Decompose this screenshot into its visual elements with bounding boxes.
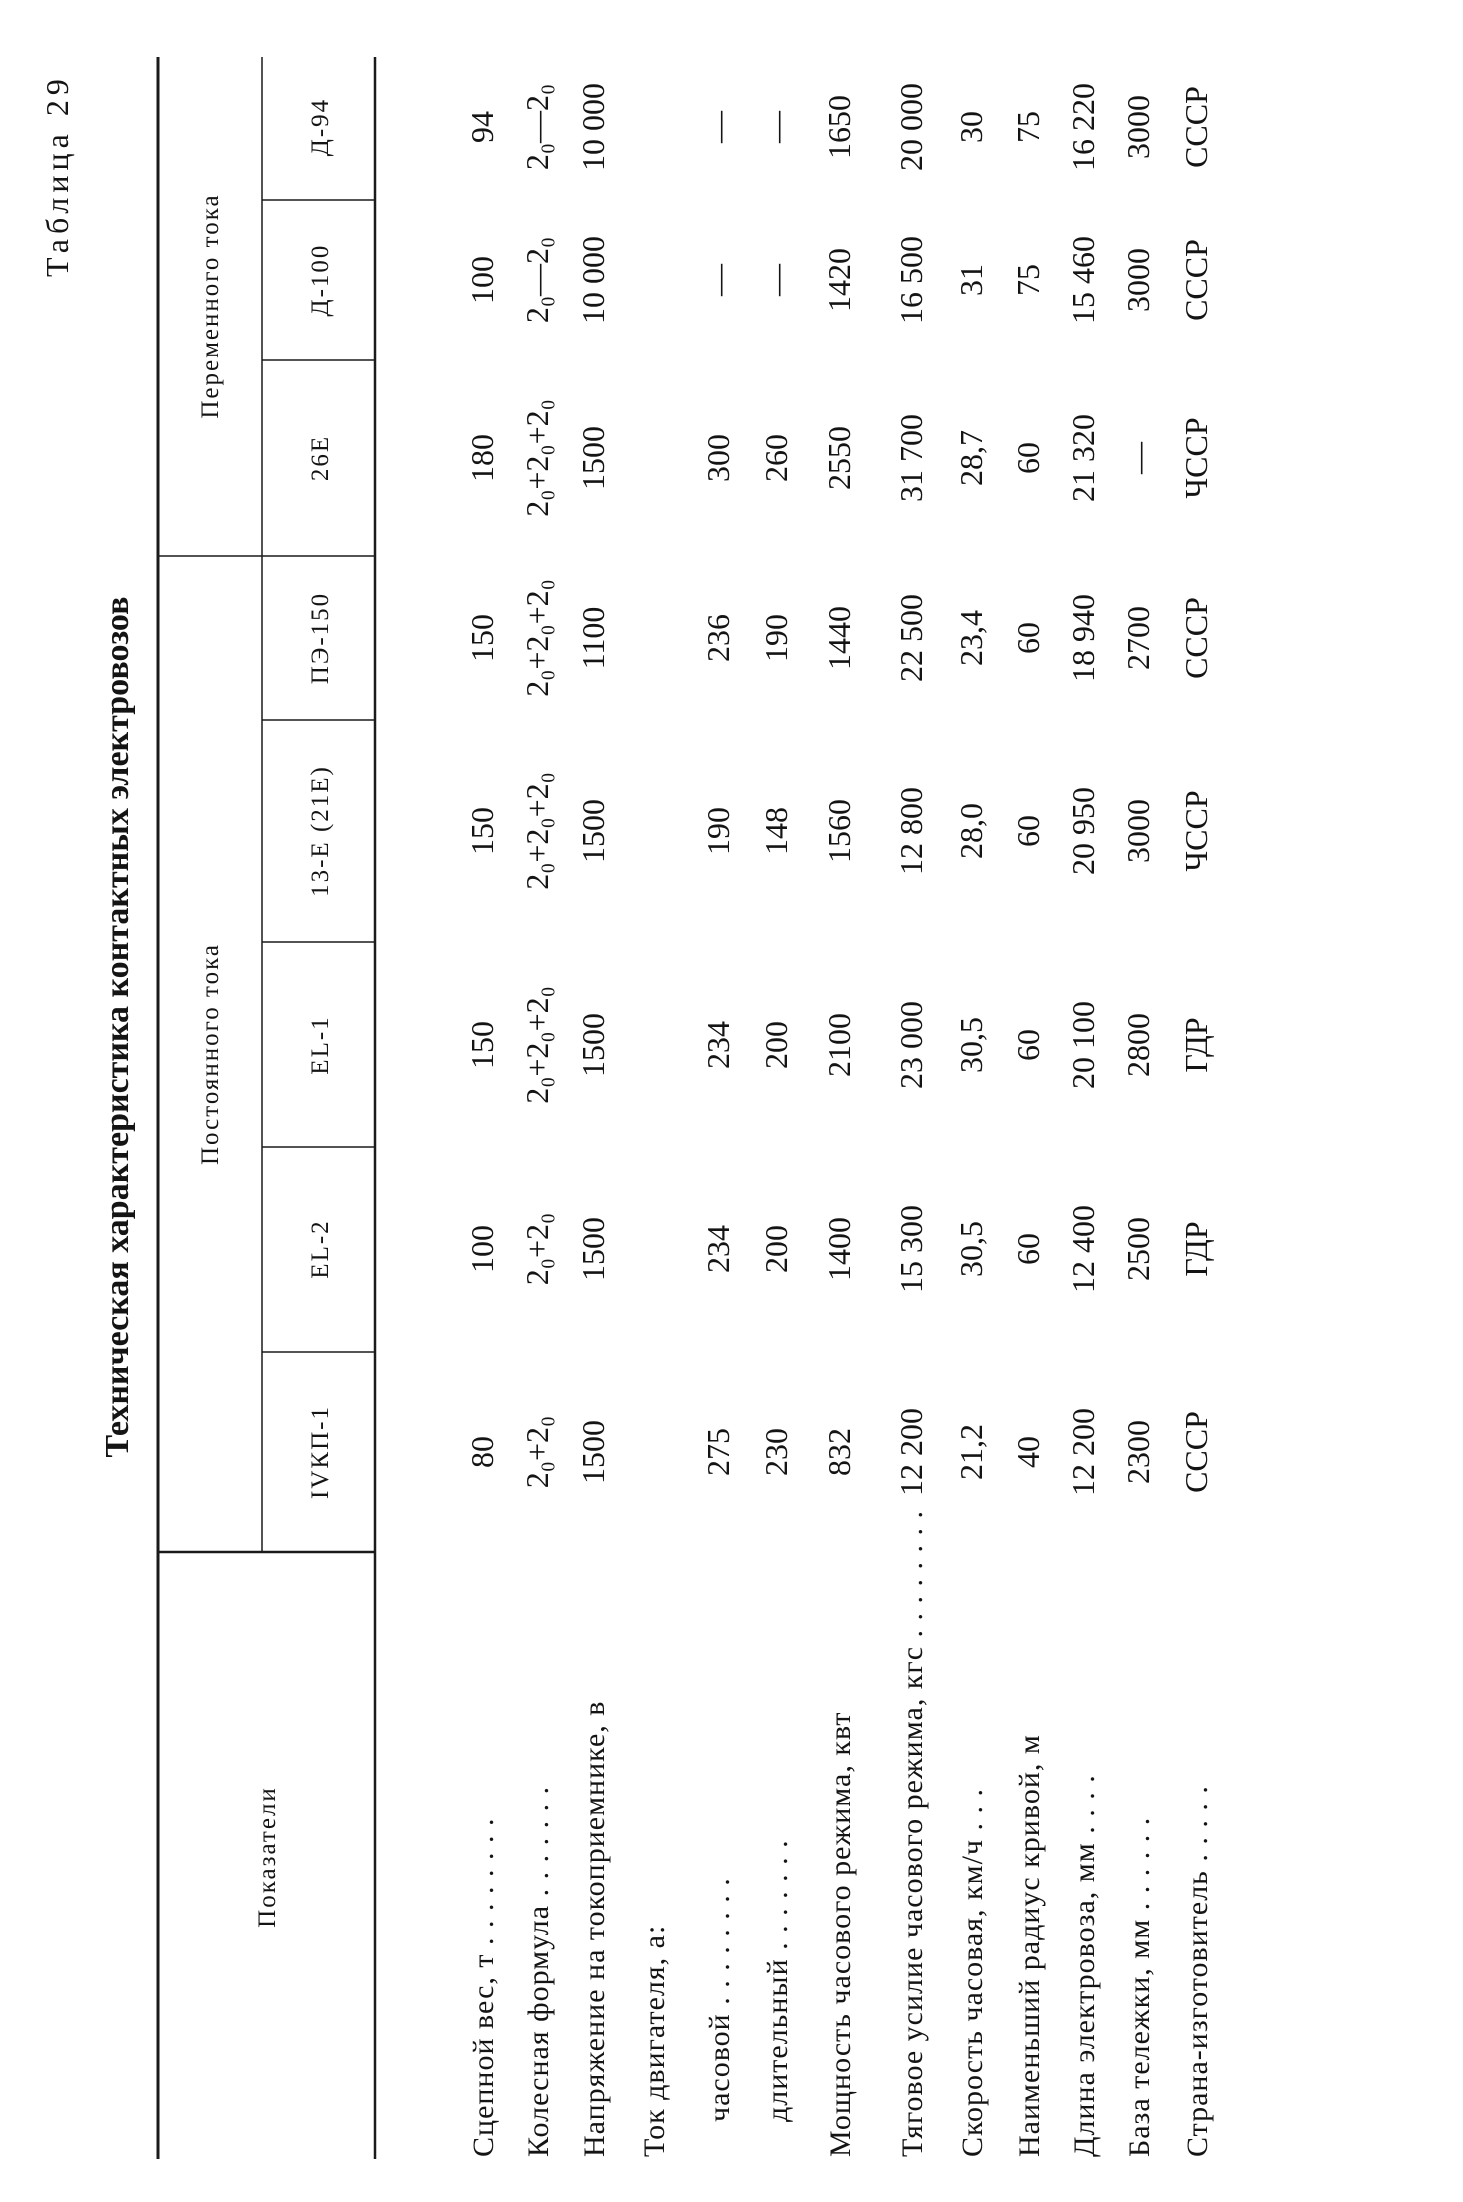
table-cell: 12 200 — [893, 1408, 929, 1496]
table-cell: 100 — [464, 1225, 500, 1273]
table-cell: 200 — [758, 1021, 794, 1069]
table-cell: 190 — [700, 807, 736, 855]
row-label: База тележки, мм . . . . . . — [1123, 1816, 1156, 2157]
row-labels — [467, 1510, 1214, 2157]
row-label: часовой . . . . . . . . — [703, 1877, 736, 2122]
table-cell: 1100 — [575, 606, 611, 670]
table-cell: 20 950 — [1065, 787, 1101, 875]
table-cell: 10 000 — [575, 236, 611, 324]
table-cell: СССР — [1178, 597, 1214, 679]
column-headers — [307, 98, 334, 1499]
table-cell: 2550 — [821, 426, 857, 490]
table-cell: 1420 — [821, 248, 857, 312]
table-cell: 300 — [700, 434, 736, 482]
table-cell: — — [700, 111, 736, 143]
row-label: Колесная формула . . . . . . . — [522, 1785, 555, 2157]
table-cell: 2₀+2₀+2₀ — [519, 986, 555, 1104]
table-cell: 2₀+2₀ — [519, 1212, 555, 1286]
column-header: Д-100 — [307, 243, 334, 317]
row-label: Страна-изготовитель . . . . . — [1181, 1785, 1214, 2157]
table-cell: 2₀+2₀+2₀ — [519, 772, 555, 890]
table-cell: 2₀—2₀ — [519, 83, 555, 171]
table-cell: 12 800 — [893, 787, 929, 875]
group-header-ac: Переменного тока — [197, 193, 224, 419]
table-cell: 16 500 — [893, 236, 929, 324]
table-cell: 12 200 — [1065, 1408, 1101, 1496]
table-cell: 31 — [953, 264, 989, 296]
table-cell: 2800 — [1120, 1013, 1156, 1077]
table-cell: 20 100 — [1065, 1001, 1101, 1089]
row-label: Ток двигателя, а: — [638, 1924, 671, 2157]
table-cell: 10 000 — [575, 83, 611, 171]
table-cell: ГДР — [1178, 1221, 1214, 1277]
table-cell: 2₀—2₀ — [519, 236, 555, 324]
table-cell: — — [758, 264, 794, 296]
group-header-dc: Постоянного тока — [197, 943, 224, 1165]
table-cell: 2700 — [1120, 606, 1156, 670]
table-cell: 60 — [1010, 442, 1046, 474]
table-cell: 3000 — [1120, 95, 1156, 159]
column-header: ПЭ-150 — [307, 591, 334, 685]
row-label: Мощность часового режима, квт — [824, 1711, 857, 2157]
table-cell: СССР — [1178, 239, 1214, 321]
table-cell: 1650 — [821, 95, 857, 159]
row-label: Сцепной вес, т . . . . . . . . — [467, 1817, 500, 2157]
table-cell: 16 220 — [1065, 83, 1101, 171]
table-cell: 1500 — [575, 1013, 611, 1077]
row-label: Наименьший радиус кривой, м — [1013, 1734, 1046, 2157]
table-cell: 1560 — [821, 799, 857, 863]
table-cell: 100 — [464, 256, 500, 304]
table-cell: 12 400 — [1065, 1205, 1101, 1293]
table-cell: ЧССР — [1178, 790, 1214, 872]
table-cell: 21 320 — [1065, 414, 1101, 502]
table-cell: 234 — [700, 1225, 736, 1273]
table-cell: 180 — [464, 434, 500, 482]
table-cell: 1500 — [575, 1420, 611, 1484]
table-cells — [464, 83, 1214, 1496]
table-cell: 236 — [700, 614, 736, 662]
table-cell: 22 500 — [893, 594, 929, 682]
table-cell: 148 — [758, 807, 794, 855]
table-cell: 30,5 — [953, 1017, 989, 1073]
table-cell: 75 — [1010, 264, 1046, 296]
table-cell: 18 940 — [1065, 594, 1101, 682]
column-header: EL-2 — [307, 1219, 334, 1279]
table-cell: 3000 — [1120, 799, 1156, 863]
table-cell: 150 — [464, 1021, 500, 1069]
table-cell: 190 — [758, 614, 794, 662]
row-label: Длина электровоза, мм . . . . — [1068, 1774, 1101, 2157]
table-cell: — — [1120, 442, 1156, 474]
table-cell: 28,0 — [953, 803, 989, 859]
table-cell: 28,7 — [953, 430, 989, 486]
table-cell: 31 700 — [893, 414, 929, 502]
column-header: EL-1 — [307, 1015, 334, 1075]
table-cell: 150 — [464, 807, 500, 855]
row-label: Тяговое усилие часового режима, кгс . . . . . . . . — [896, 1509, 929, 2157]
column-header: 13-E (21E) — [307, 765, 334, 897]
table-cell: ЧССР — [1178, 417, 1214, 499]
table-cell: 60 — [1010, 1233, 1046, 1265]
table-cell: 2100 — [821, 1013, 857, 1077]
table-cell: 23,4 — [953, 610, 989, 666]
table-cell: 94 — [464, 111, 500, 143]
table-cell: 60 — [1010, 815, 1046, 847]
table-cell: 230 — [758, 1428, 794, 1476]
column-header: 26E — [307, 434, 334, 482]
table-cell: 1500 — [575, 426, 611, 490]
table-number: Таблица 29 — [39, 74, 75, 277]
table-cell: 275 — [700, 1428, 736, 1476]
table-cell: 23 000 — [893, 1001, 929, 1089]
table-cell: 2500 — [1120, 1217, 1156, 1281]
table-cell: 2₀+2₀+2₀ — [519, 579, 555, 697]
column-header: IVКП-1 — [307, 1405, 334, 1499]
table-cell: 2₀+2₀ — [519, 1415, 555, 1489]
table-cell: 150 — [464, 614, 500, 662]
table-cell: 30,5 — [953, 1221, 989, 1277]
row-label: длительный . . . . . . . — [761, 1839, 794, 2122]
table-cell: 80 — [464, 1436, 500, 1468]
table-cell: 2₀+2₀+2₀ — [519, 399, 555, 517]
table-cell: 20 000 — [893, 83, 929, 171]
table-cell: — — [758, 111, 794, 143]
table-cell: СССР — [1178, 1411, 1214, 1493]
indicator-header: Показатели — [254, 1786, 281, 1928]
table-cell: 60 — [1010, 1029, 1046, 1061]
table-cell: 1440 — [821, 606, 857, 670]
table-cell: 1400 — [821, 1217, 857, 1281]
table-cell: ГДР — [1178, 1017, 1214, 1073]
table-cell: 60 — [1010, 622, 1046, 654]
table-cell: 3000 — [1120, 248, 1156, 312]
table-cell: 234 — [700, 1021, 736, 1069]
table-title: Техническая характеристика контактных электровозов — [99, 596, 136, 1458]
table-cell: 21,2 — [953, 1424, 989, 1480]
table-cell: 260 — [758, 434, 794, 482]
table-cell: — — [700, 264, 736, 296]
table-cell: 1500 — [575, 799, 611, 863]
table-cell: 15 300 — [893, 1205, 929, 1293]
table-cell: 1500 — [575, 1217, 611, 1281]
table-cell: 30 — [953, 111, 989, 143]
row-label: Напряжение на токоприемнике, в — [578, 1700, 611, 2157]
table-cell: 40 — [1010, 1436, 1046, 1468]
table-cell: 2300 — [1120, 1420, 1156, 1484]
table-cell: 15 460 — [1065, 236, 1101, 324]
table-cell: 75 — [1010, 111, 1046, 143]
row-label: Скорость часовая, км/ч . . . — [956, 1787, 989, 2157]
table-cell: 832 — [821, 1428, 857, 1476]
table-cell: СССР — [1178, 86, 1214, 168]
table-cell: 200 — [758, 1225, 794, 1273]
column-header: Д-94 — [307, 97, 334, 157]
